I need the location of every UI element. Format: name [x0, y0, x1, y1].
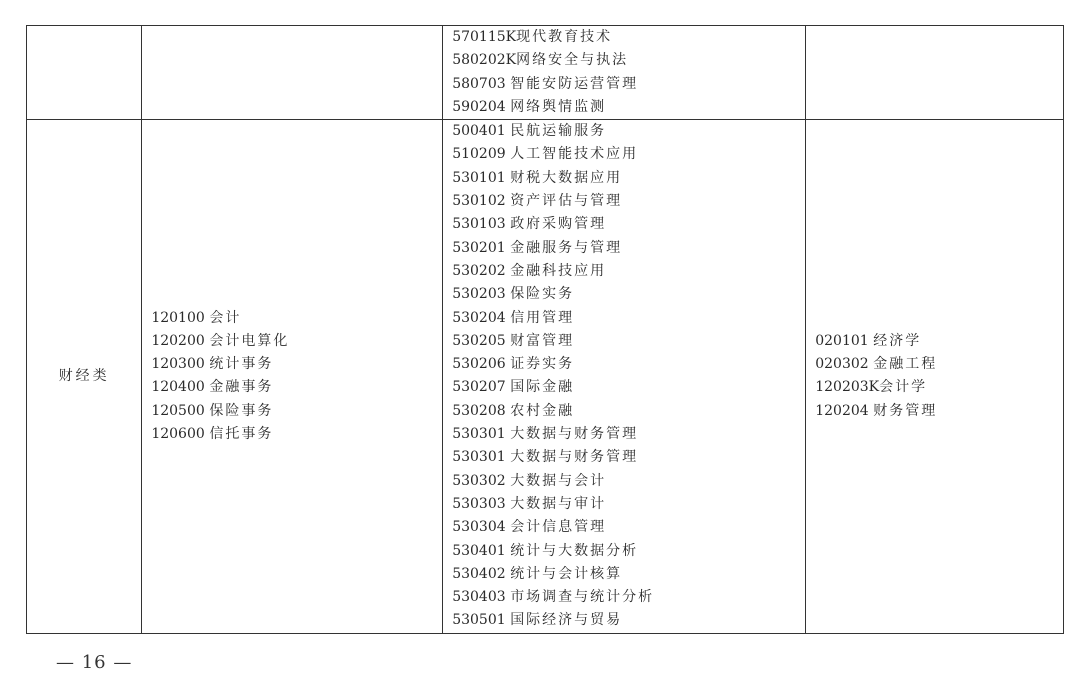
secondary-majors-cell-empty [142, 26, 443, 120]
major-name: 财富管理 [510, 332, 575, 349]
major-code: 120400 [151, 379, 205, 396]
major-name: 人工智能技术应用 [510, 146, 639, 163]
major-code: 510209 [452, 146, 506, 163]
major-code: 120500 [151, 402, 205, 419]
undergraduate-majors-cell [806, 120, 1064, 634]
vocational-majors-list [443, 120, 805, 633]
major-name: 会计学 [879, 379, 928, 396]
list-item [452, 609, 805, 632]
major-name: 大数据与审计 [510, 495, 607, 512]
list-item [151, 376, 442, 399]
major-name: 农村金融 [510, 402, 575, 419]
list-item [151, 353, 442, 376]
major-name: 统计与大数据分析 [510, 542, 639, 559]
major-name: 大数据与财务管理 [510, 449, 639, 466]
major-name: 会计电算化 [209, 332, 290, 349]
secondary-majors-list [142, 307, 442, 447]
major-code: 020101 [815, 332, 869, 349]
major-name: 证券实务 [510, 356, 575, 373]
major-name: 财税大数据应用 [510, 169, 623, 186]
major-name: 信用管理 [510, 309, 575, 326]
major-name: 会计 [209, 309, 242, 326]
major-name: 统计与会计核算 [510, 565, 623, 582]
major-name: 会计信息管理 [510, 519, 607, 536]
undergraduate-majors-cell-empty [806, 26, 1064, 120]
major-name: 金融服务与管理 [510, 239, 623, 256]
major-code: 530207 [452, 379, 506, 396]
major-code: 580202K [452, 52, 517, 69]
major-code: 530202 [452, 262, 506, 279]
major-name: 金融科技应用 [510, 262, 607, 279]
major-code: 500401 [452, 123, 506, 140]
list-item [452, 96, 805, 119]
major-name: 民航运输服务 [510, 123, 607, 140]
major-name: 经济学 [873, 332, 922, 349]
major-name: 金融事务 [209, 379, 274, 396]
list-item [151, 330, 442, 353]
list-item [815, 376, 1063, 399]
list-item [815, 400, 1063, 423]
list-item [452, 143, 805, 166]
secondary-majors-cell [142, 120, 443, 634]
list-item [452, 516, 805, 539]
list-item [452, 586, 805, 609]
major-name: 市场调查与统计分析 [510, 589, 655, 606]
major-code: 590204 [452, 98, 506, 115]
major-code: 530204 [452, 309, 506, 326]
list-item [452, 423, 805, 446]
undergraduate-majors-list [806, 330, 1063, 423]
major-name: 现代教育技术 [516, 29, 613, 45]
list-item [452, 49, 805, 72]
list-item [452, 330, 805, 353]
list-item [452, 446, 805, 469]
major-name: 统计事务 [209, 356, 274, 373]
major-code: 120200 [151, 332, 205, 349]
category-cell [27, 120, 142, 634]
list-item [151, 423, 442, 446]
major-correspondence-table [26, 25, 1064, 634]
major-code: 120100 [151, 309, 205, 326]
list-item [452, 190, 805, 213]
major-code: 530303 [452, 495, 506, 512]
list-item [452, 563, 805, 586]
list-item [452, 353, 805, 376]
list-item [452, 283, 805, 306]
vocational-majors-list [443, 26, 805, 119]
list-item [452, 120, 805, 143]
major-code: 530203 [452, 286, 506, 303]
major-name: 政府采购管理 [510, 216, 607, 233]
list-item [452, 213, 805, 236]
list-item [452, 307, 805, 330]
list-item [452, 470, 805, 493]
major-name: 金融工程 [873, 356, 938, 373]
major-code: 530205 [452, 332, 506, 349]
list-item [452, 26, 805, 49]
major-name: 保险实务 [510, 286, 575, 303]
major-code: 530201 [452, 239, 506, 256]
major-code: 120203K [815, 379, 880, 396]
major-name: 保险事务 [209, 402, 274, 419]
major-code: 570115K [452, 29, 517, 45]
major-code: 580703 [452, 75, 506, 92]
category-cell-empty [27, 26, 142, 120]
major-name: 国际金融 [510, 379, 575, 396]
major-code: 530208 [452, 402, 506, 419]
major-code: 530403 [452, 589, 506, 606]
major-code: 120300 [151, 356, 205, 373]
major-name: 网络舆情监测 [510, 98, 607, 115]
vocational-majors-cell [443, 26, 806, 120]
list-item [452, 167, 805, 190]
major-code: 530206 [452, 356, 506, 373]
major-code: 530102 [452, 193, 506, 210]
major-name: 智能安防运营管理 [510, 75, 639, 92]
major-code: 530501 [452, 612, 506, 629]
major-name: 大数据与财务管理 [510, 426, 639, 443]
list-item [452, 260, 805, 283]
list-item [452, 73, 805, 96]
major-code: 530302 [452, 472, 506, 489]
category-label: 财经类 [58, 367, 110, 384]
major-code: 530103 [452, 216, 506, 233]
list-item [815, 330, 1063, 353]
table-row [27, 26, 1064, 120]
major-name: 国际经济与贸易 [510, 612, 623, 629]
major-code: 530301 [452, 426, 506, 443]
major-name: 资产评估与管理 [510, 193, 623, 210]
major-code: 530401 [452, 542, 506, 559]
list-item [815, 353, 1063, 376]
page-number: — 16 — [56, 652, 133, 673]
major-code: 530301 [452, 449, 506, 466]
major-name: 网络安全与执法 [516, 52, 629, 69]
major-code: 530101 [452, 169, 506, 186]
major-code: 530402 [452, 565, 506, 582]
major-code: 120600 [151, 426, 205, 443]
vocational-majors-cell [443, 120, 806, 634]
list-item [452, 400, 805, 423]
major-name: 大数据与会计 [510, 472, 607, 489]
major-name: 信托事务 [209, 426, 274, 443]
list-item [151, 307, 442, 330]
major-code: 120204 [815, 402, 869, 419]
list-item [151, 400, 442, 423]
list-item [452, 493, 805, 516]
major-name: 财务管理 [873, 402, 938, 419]
major-code: 020302 [815, 356, 869, 373]
list-item [452, 237, 805, 260]
list-item [452, 376, 805, 399]
list-item [452, 540, 805, 563]
table-row [27, 120, 1064, 634]
major-code: 530304 [452, 519, 506, 536]
